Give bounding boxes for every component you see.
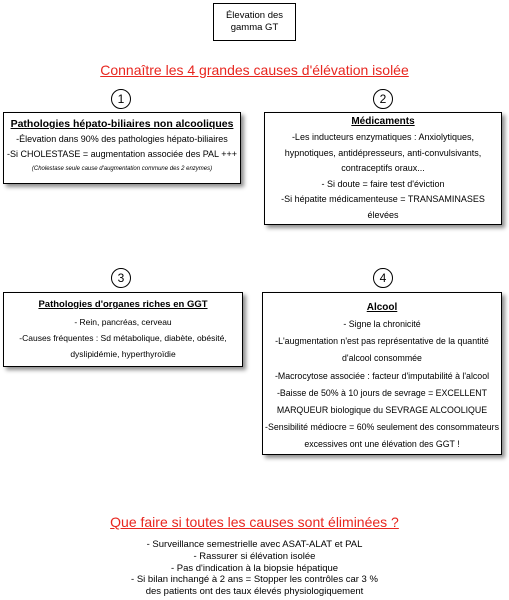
cause-box-1 <box>3 112 241 184</box>
recommendation-item: des patients ont des taux élevés physiologiquement <box>145 586 364 598</box>
diagram-title-box <box>213 3 296 41</box>
cause-4-title: Alcool <box>366 302 398 313</box>
cause-box-3 <box>3 292 243 367</box>
cause-box-4 <box>262 292 502 455</box>
cause-number-3: 3 <box>111 268 131 288</box>
cause-1-title: Pathologies hépato-biliaires non alcooliques <box>10 118 234 130</box>
diagram-title: Élevation des gamma GT <box>225 10 284 33</box>
recommendation-item: - Rassurer si élévation isolée <box>193 550 316 562</box>
cause-4-line: -Baisse de 50% à 10 jours de sevrage = EXCELLENT <box>276 387 488 398</box>
cause-4-line: MARQUEUR biologique du SEVRAGE ALCOOLIQUE <box>276 405 488 416</box>
cause-2-line: contraceptifs oraux... <box>341 163 425 174</box>
cause-2-line: élevées <box>367 209 399 220</box>
cause-4-line: d'alcool consommée <box>342 353 422 364</box>
cause-2-line: hypnotiques, antidépresseurs, anti-convulsivants, <box>284 147 482 158</box>
recommendation-item: - Pas d'indication à la biopsie hépatique <box>170 562 339 574</box>
cause-4-line: excessives ont une élévation des GGT ! <box>304 439 460 450</box>
cause-1-line: -Élevation dans 90% des pathologies hépato-biliaires <box>16 134 228 144</box>
cause-2-title: Médicaments <box>351 116 415 127</box>
cause-4-line: - Signe la chronicité <box>343 319 421 329</box>
cause-3-title: Pathologies d'organes riches en GGT <box>38 299 208 310</box>
cause-1-note: (Cholestase seule cause d'augmentation commune des 2 enzymes) <box>31 166 213 172</box>
cause-4-line: -Sensibilité médiocre = 60% seulement des consommateurs <box>265 422 499 433</box>
cause-number-1: 1 <box>111 89 131 109</box>
cause-3-line: dyslipidémie, hyperthyroïdie <box>70 349 176 359</box>
cause-2-line: -Les inducteurs enzymatiques : Anxiolytiques, <box>291 132 475 142</box>
main-heading: Connaître les 4 grandes causes d'élévation isolée <box>100 62 409 78</box>
recommendation-item: - Surveillance semestrielle avec ASAT-ALAT et PAL <box>146 539 363 550</box>
cause-4-line: -L'augmentation n'est pas représentative de la quantité <box>275 336 489 347</box>
cause-number-2: 2 <box>373 89 393 109</box>
bottom-heading: Que faire si toutes les causes sont éliminées ? <box>110 514 399 530</box>
cause-2-line: -Si hépatite médicamenteuse = TRANSAMINASES <box>281 194 485 205</box>
cause-1-line: -Si CHOLESTASE = augmentation associée des PAL +++ <box>7 149 237 159</box>
cause-box-2 <box>264 112 502 225</box>
cause-2-line: - Si doute = faire test d'éviction <box>321 178 445 189</box>
cause-number-4: 4 <box>373 268 393 288</box>
cause-4-line: -Macrocytose associée : facteur d'imputabilité à l'alcool <box>274 370 490 381</box>
cause-3-line: -Causes fréquentes : Sd métabolique, diabète, obésité, <box>19 333 227 343</box>
recommendation-item: - Si bilan inchangé à 2 ans = Stopper les contrôles car 3 % <box>131 574 378 586</box>
recommendations-list <box>0 539 509 598</box>
cause-3-line: - Rein, pancréas, cerveau <box>74 317 172 327</box>
